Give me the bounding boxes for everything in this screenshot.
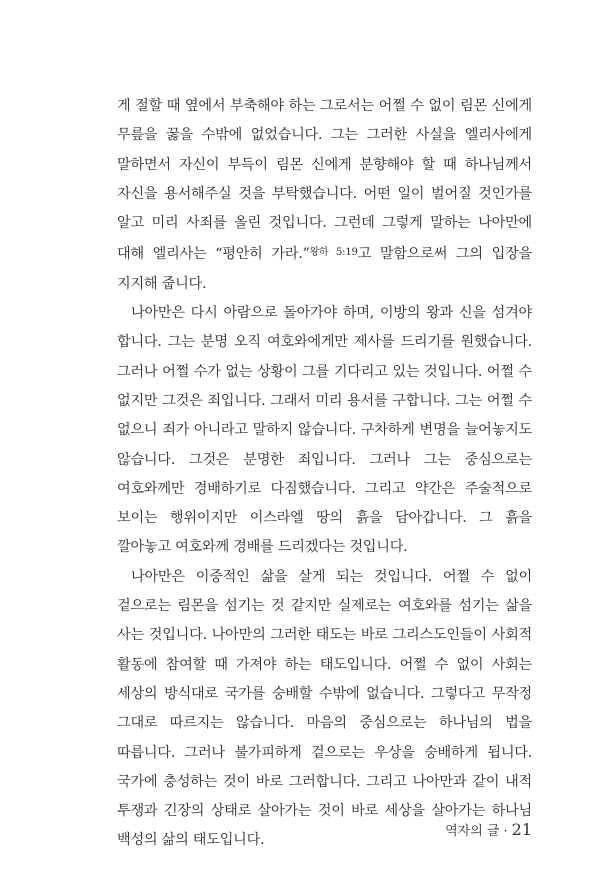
page-footer [445, 820, 532, 839]
paragraph-2: 나아만은 다시 아람으로 돌아가야 하며, 이방의 왕과 신을 섬겨야 합니다. 그는 분명 오직 여호와에게만 제사를 드리기를 원했습니다. 그러나 어쩔 수가 없는 상황이 그를 기다리고 있는 것입니다. 어쩔 수 없지만 그것은 죄입니다. 그래서 미리 용서를 구합니다. 그는 어쩔 수 없으니 죄가 아니라고 말하지 않습니다. 구차하게 변명을 늘어놓지도 않습니다. 그것은 분명한 죄입니다. 그러나 그는 중심으로는 여호와께만 경배하기로 다짐했습니다. 그리고 약간은 주술적으로 보이는 행위이지만 이스라엘 땅의 흙을 담아갑니다. 그 흙을 깔아놓고 여호와께 경배를 드리겠다는 것입니다. [117, 305, 532, 556]
paragraph-1-text-b: 고 말함으로써 그의 입장을 지지해 줍니다. [117, 246, 532, 292]
paragraph-3: 나아만은 이중적인 삶을 살게 되는 것입니다. 어쩔 수 없이 겉으로는 림몬을 섬기는 것 같지만 실제로는 여호와를 섬기는 삶을 사는 것입니다. 나아만의 그러한 태도는 바로 그리스도인들이 사회적 활동에 참여할 때 가져야 하는 태도입니다. 어쩔 수 없이 사회는 세상의 방식대로 국가를 숭배할 수밖에 없습니다. 그렇다고 무작정 그대로 따르지는 않습니다. 마음의 중심으로는 하나님의 법을 따릅니다. 그러나 불가피하게 겉으로는 우상을 숭배하게 됩니다. 국가에 충성하는 것이 바로 그러합니다. 그리고 나아만과 같이 내적 투쟁과 긴장의 상태로 살아가는 것이 바로 세상을 살아가는 하나님 백성의 삶의 태도입니다. [117, 568, 532, 849]
paragraph-1 [117, 92, 532, 299]
running-footer-title: 역자의 글 [445, 824, 500, 839]
page-body [117, 92, 532, 856]
footer-separator: · [503, 824, 508, 839]
paragraph-1-text-a: 게 절할 때 옆에서 부축해야 하는 그로서는 어쩔 수 없이 림몬 신에게 무릎을 꿇을 수밖에 없었습니다. 그는 그러한 사실을 엘리사에게 말하면서 자신이 부득이 림몬 신에게 분향해야 할 때 하나님께서 자신을 용서해주실 것을 부탁했습니다. 어떤 일이 벌어질 것인가를 알고 미리 사죄를 올린 것입니다. 그런데 그렇게 말하는 나아만에 대해 엘리사는 “평안히 가라.” [117, 98, 532, 263]
page-number: 21 [511, 820, 532, 839]
scripture-reference: 왕하 5:19 [309, 247, 358, 259]
